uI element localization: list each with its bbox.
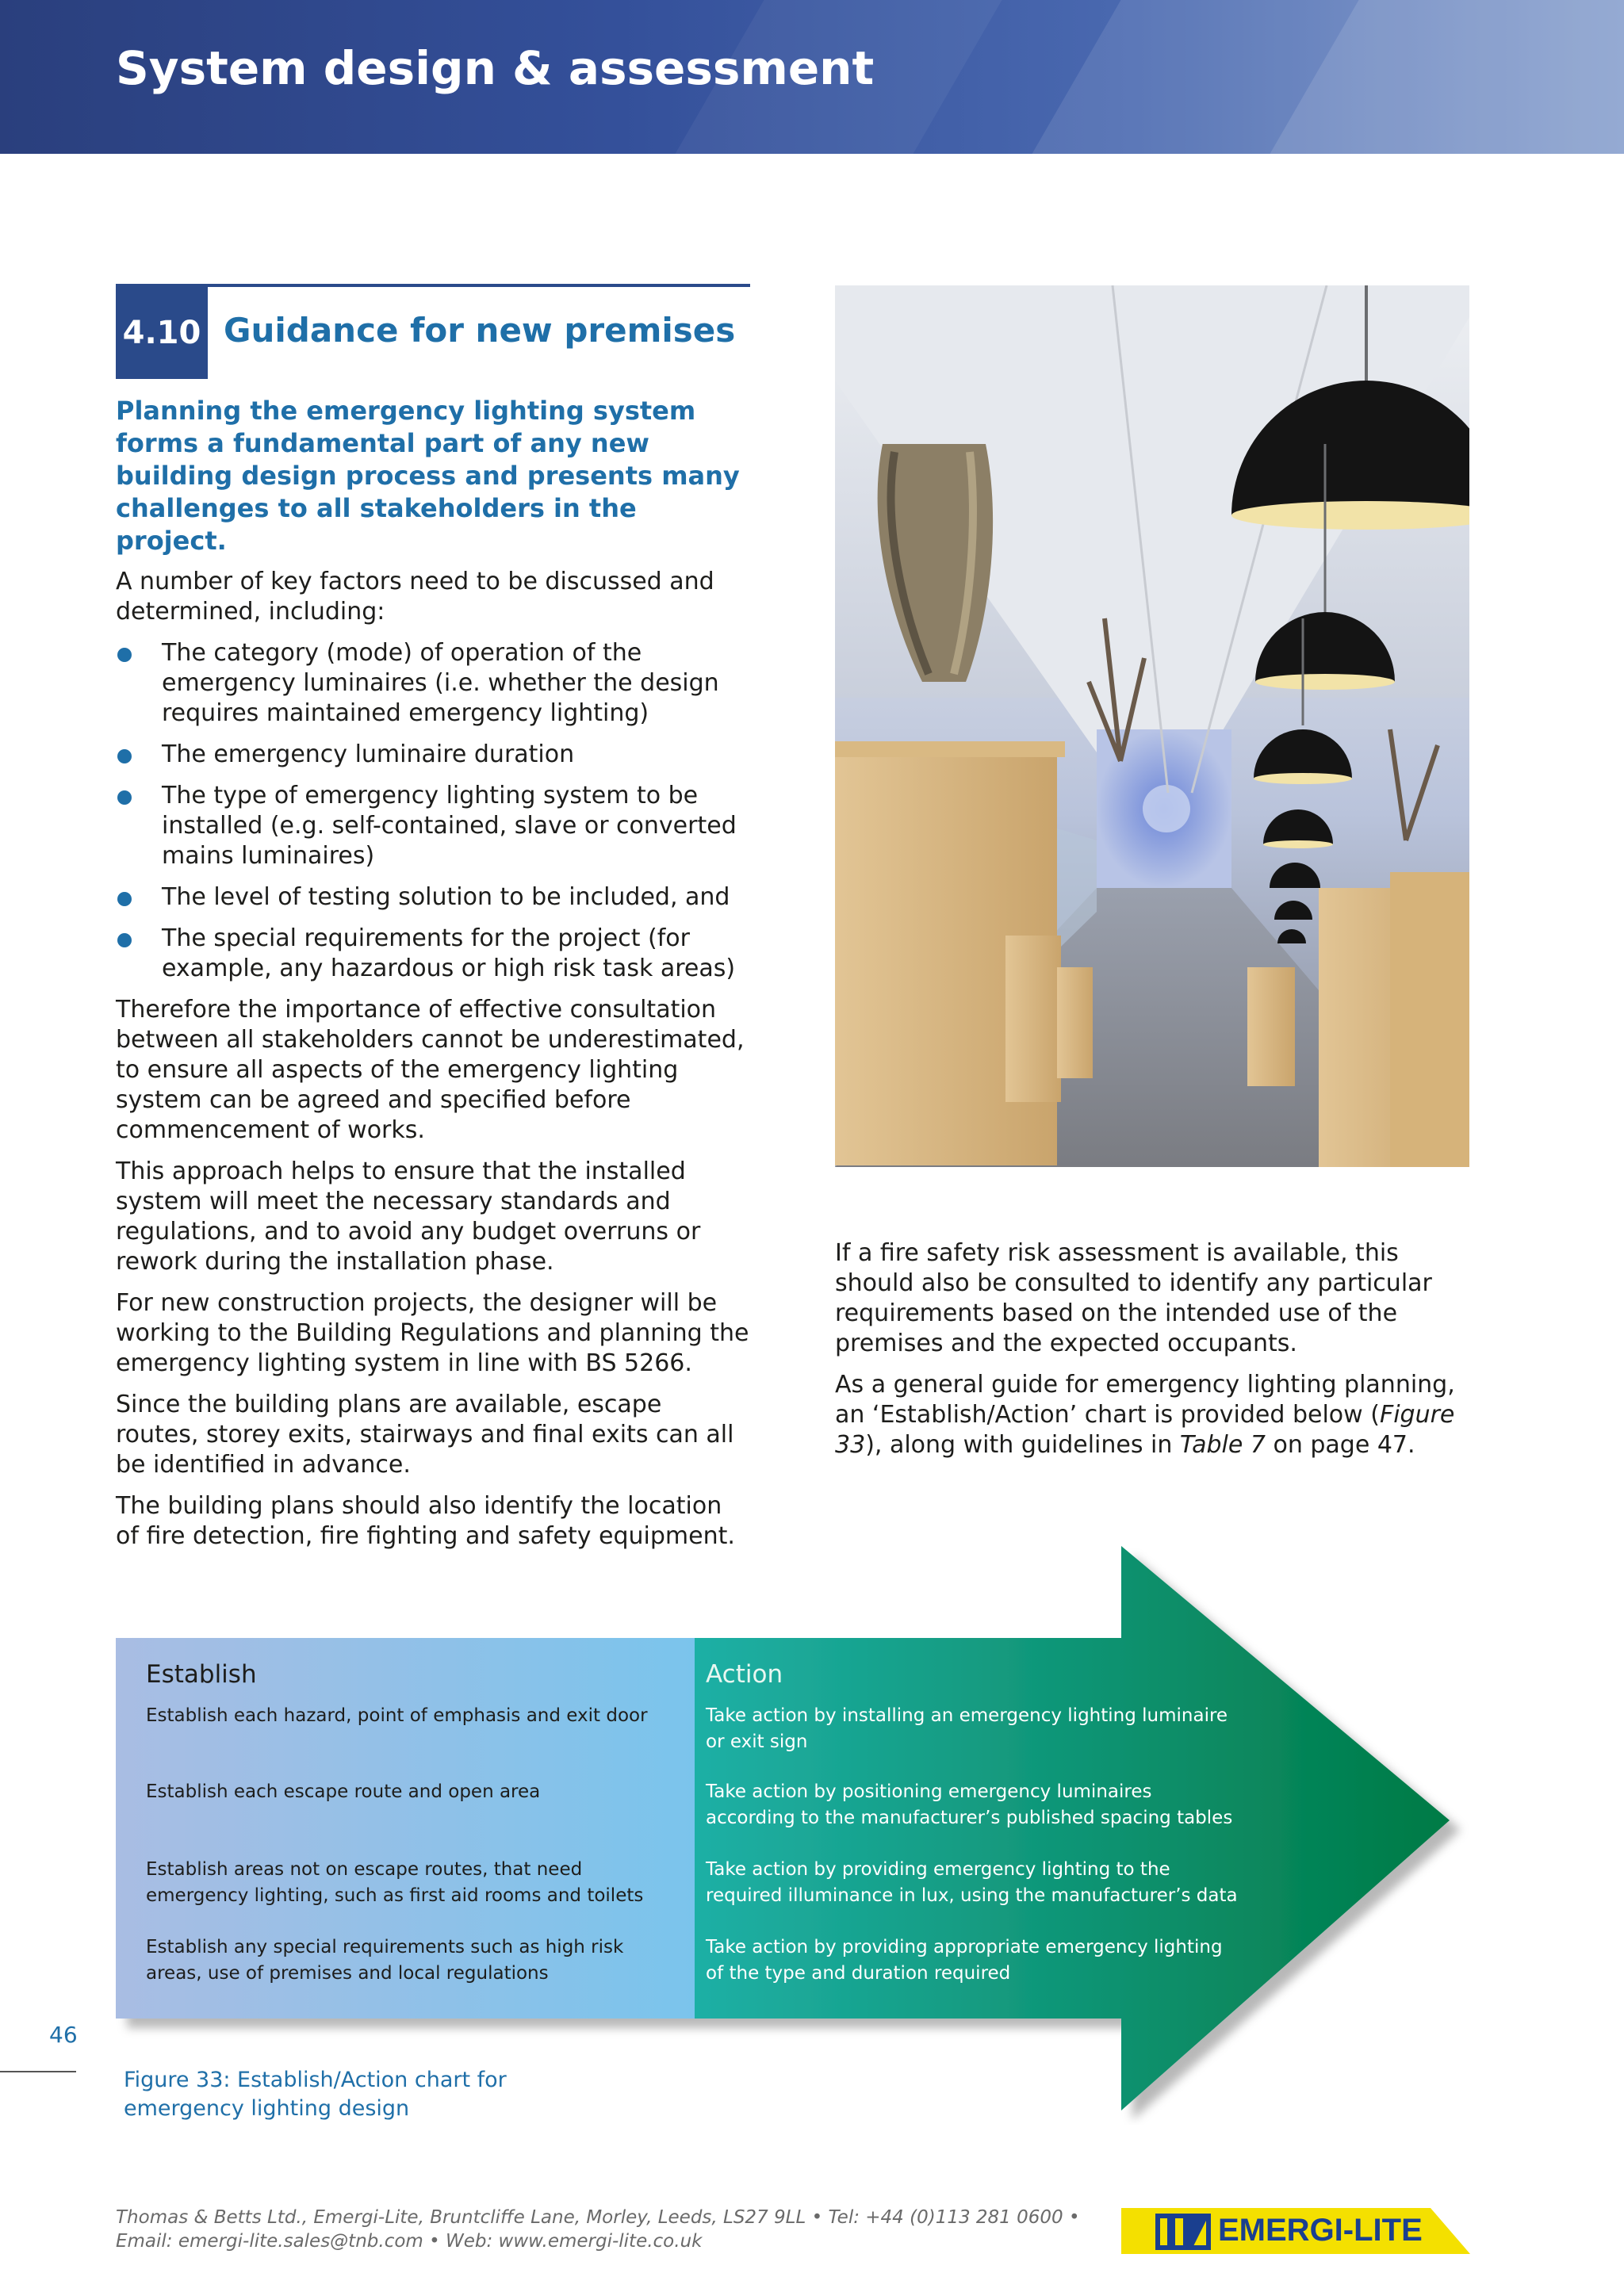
list-item: The level of testing solution to be included, and [116,882,750,913]
body-paragraph: Therefore the importance of effective consultation between all stakeholders cannot be underestimated, to ensure all aspects of the emergency lighting system can be agreed and specified before commencement of works. [116,996,745,1144]
lead-paragraph: Planning the emergency lighting system forms a fundamental part of any new building design process and presents many challenges to all stakeholders in the project. [116,396,740,556]
page-number: 46 [49,2022,78,2048]
table-reference: Table 7 [1179,1431,1266,1459]
figure-reference: Figure 33 [835,1401,1455,1459]
left-column [116,395,750,1563]
page-number-rule [0,2071,76,2072]
action-row: Take action by installing an emergency lighting luminaire or exit sign [706,1705,1228,1752]
header-title: System design & assessment [116,41,875,95]
bullet-icon [117,933,132,947]
body-paragraph: This approach helps to ensure that the installed system will meet the necessary standards and regulations, and to avoid any budget overruns or rework during the installation phase. [116,1158,701,1276]
establish-heading: Establish [146,1660,257,1689]
corridor-photo [835,285,1469,1167]
body-paragraph: If a fire safety risk assessment is available, this should also be consulted to identify any particular requirements based on the intended use of the premises and the expected occupants. [835,1239,1432,1357]
body-paragraph: The building plans should also identify the location of fire detection, fire fighting and safety equipment. [116,1492,735,1550]
action-heading: Action [706,1660,783,1689]
establish-row: Establish each hazard, point of emphasis and exit door [146,1705,648,1726]
list-item: The type of emergency lighting system to be installed (e.g. self-contained, slave or converted mains luminaires) [116,781,750,871]
action-row: Take action by positioning emergency luminaires according to the manufacturer’s published spacing tables [706,1781,1233,1828]
body-paragraph: For new construction projects, the designer will be working to the Building Regulations and planning the emergency lighting system in line with BS 5266. [116,1289,749,1377]
bullet-icon [117,892,132,906]
list-item: The special requirements for the project (for example, any hazardous or high risk task areas) [116,924,750,984]
emergi-lite-logo [1121,2206,1470,2256]
bullet-icon [117,648,132,662]
footer-line: Thomas & Betts Ltd., Emergi-Lite, Bruntcliffe Lane, Morley, Leeds, LS27 9LL • Tel: +44 (0)113 281 0600 • [116,2207,1080,2228]
section-rule [116,284,750,287]
bullet-icon [117,749,132,763]
establish-action-chart [0,1538,1624,2125]
action-row: Take action by providing emergency lighting to the required illuminance in lux, using the manufacturer’s data [706,1859,1238,1906]
section-title: Guidance for new premises [224,311,736,350]
body-paragraph: As a general guide for emergency lighting planning, an ‘Establish/Action’ chart is provided below (Figure 33), along with guidelines in Table 7 on page 47. [835,1371,1455,1459]
intro-paragraph: A number of key factors need to be discussed and determined, including: [116,568,714,626]
establish-row: Establish areas not on escape routes, that need emergency lighting, such as first aid rooms and toilets [146,1859,644,1906]
section-number: 4.10 [116,287,208,379]
key-factors-list [116,638,750,984]
establish-row: Establish any special requirements such as high risk areas, use of premises and local regulations [146,1937,624,1984]
footer-line: Email: emergi-lite.sales@tnb.com • Web: www.emergi-lite.co.uk [116,2231,703,2252]
action-row: Take action by providing appropriate emergency lighting of the type and duration required [706,1937,1223,1984]
footer-contact [116,2206,1115,2253]
right-column [835,1238,1469,1471]
body-paragraph: Since the building plans are available, escape routes, storey exits, stairways and final exits can all be identified in advance. [116,1391,734,1479]
figure-caption: Figure 33: Establish/Action chart for emergency lighting design [124,2068,507,2121]
establish-row: Establish each escape route and open area [146,1781,541,1802]
logo-text: EMERGI-LITE [1218,2213,1423,2248]
list-item: The emergency luminaire duration [116,740,750,770]
list-item: The category (mode) of operation of the emergency luminaires (i.e. whether the design requires maintained emergency lighting) [116,638,750,729]
page-header [0,0,1624,154]
bullet-icon [117,790,132,805]
